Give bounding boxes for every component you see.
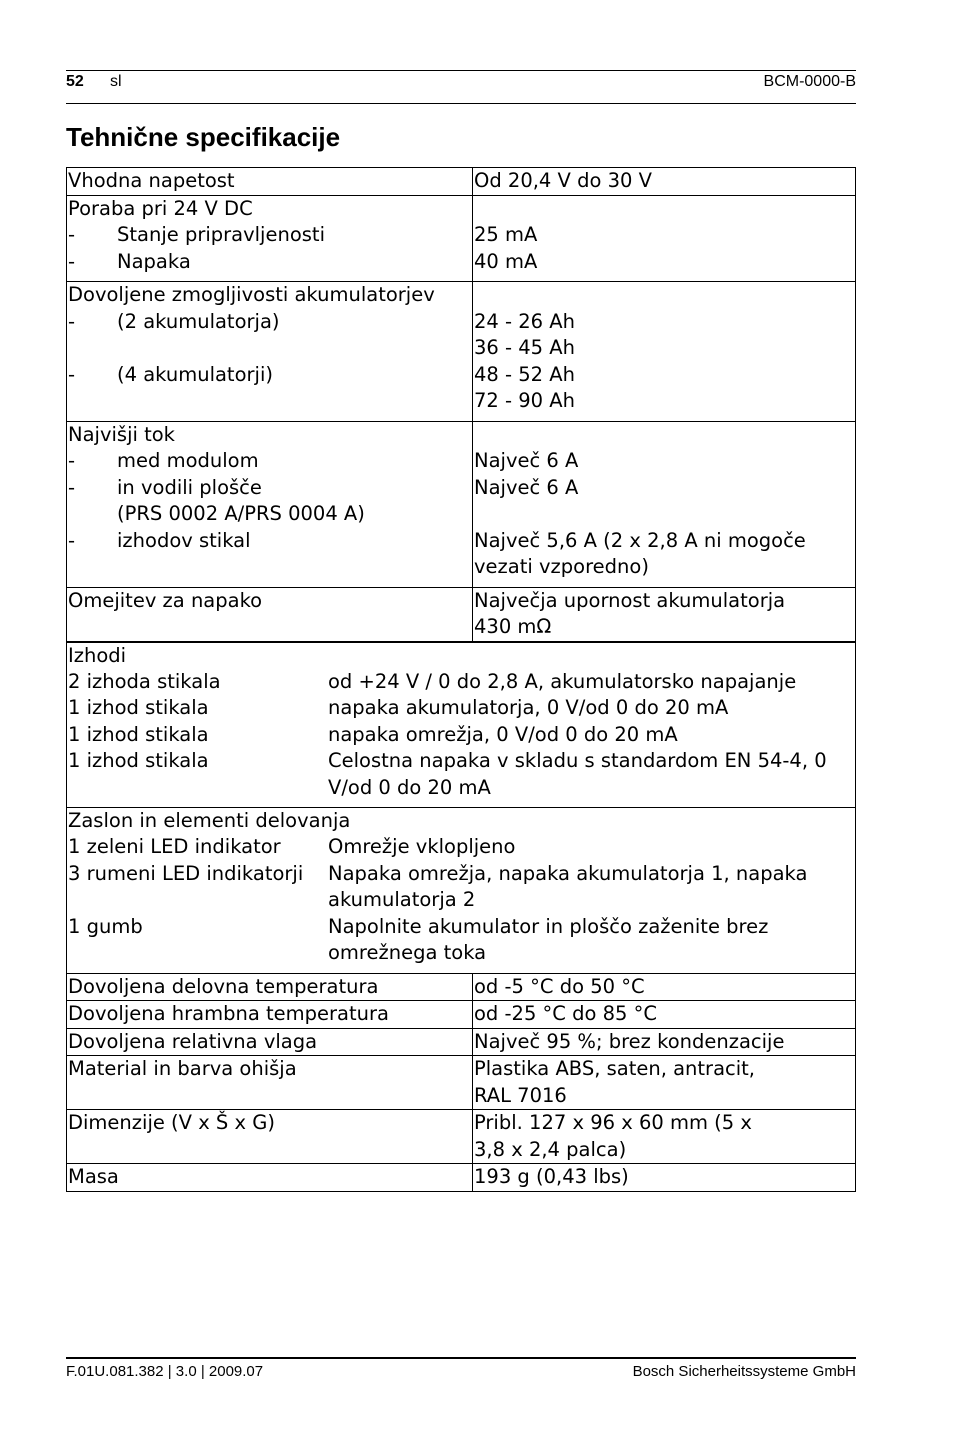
- item-value: 48 - 52 Ah: [474, 362, 575, 386]
- row-value: 193 g (0,43 lbs): [474, 1165, 629, 1188]
- item-value: 36 - 45 Ah: [474, 336, 575, 359]
- item-label: (PRS 0002 A/PRS 0004 A): [117, 502, 365, 525]
- item-label: 2 izhoda stikala: [68, 669, 221, 693]
- item-label: 3 rumeni LED indikatorji: [68, 861, 304, 885]
- page-footer: [66, 1357, 856, 1380]
- item-value: Napolnite akumulator in ploščo zaženite brez omrežnega toka: [328, 914, 769, 964]
- row-humidity: [66, 1029, 856, 1057]
- item-value: 72 - 90 Ah: [474, 389, 575, 412]
- row-consumption: [66, 196, 856, 283]
- item-label: 1 gumb: [68, 914, 143, 938]
- bullet-dash: -: [68, 362, 76, 386]
- row-label: Dovoljene zmogljivosti akumulatorjev: [68, 283, 435, 306]
- item-label: Napaka: [117, 249, 191, 273]
- item-value: od +24 V / 0 do 2,8 A, akumulatorsko napajanje: [328, 669, 797, 693]
- item-value: Omrežje vklopljeno: [328, 835, 516, 858]
- footer-company: Bosch Sicherheitssysteme GmbH: [632, 1363, 856, 1380]
- item-value: 24 - 26 Ah: [474, 309, 575, 333]
- row-input-voltage: [66, 168, 856, 196]
- row-mass: [66, 1164, 856, 1192]
- item-value: Največ 6 A: [474, 449, 579, 472]
- row-label: Masa: [68, 1165, 119, 1188]
- item-label: in vodili plošče: [117, 475, 262, 499]
- row-fault-limit: [66, 588, 856, 642]
- row-housing: [66, 1056, 856, 1110]
- row-label: Poraba pri 24 V DC: [68, 196, 253, 220]
- page-header: [66, 70, 856, 104]
- row-label: Dovoljena delovna temperatura: [68, 974, 379, 998]
- bullet-dash: -: [68, 528, 76, 552]
- page-title: Tehnične specifikacije: [66, 122, 341, 152]
- item-value: Največ 6 A: [474, 475, 579, 499]
- row-label: Omejitev za napako: [68, 588, 263, 612]
- item-label: izhodov stikal: [117, 528, 251, 552]
- item-label: (4 akumulatorji): [117, 362, 273, 386]
- item-label: 1 izhod stikala: [68, 749, 209, 772]
- item-value: Celostna napaka v skladu s standardom EN 54-4, 0 V/od 0 do 20 mA: [328, 749, 827, 799]
- item-value: 25 mA: [474, 223, 538, 246]
- row-storage-temp: [66, 1001, 856, 1029]
- bullet-dash: -: [68, 475, 76, 499]
- bullet-dash: -: [68, 223, 76, 246]
- row-value: Pribl. 127 x 96 x 60 mm (5 x 3,8 x 2,4 palca): [474, 1111, 752, 1161]
- row-value: od -25 °C do 85 °C: [474, 1002, 658, 1025]
- language-code: sl: [110, 73, 122, 90]
- bullet-dash: -: [68, 249, 76, 273]
- row-label: Najvišji tok: [68, 422, 175, 446]
- row-label: Dovoljena relativna vlaga: [68, 1029, 318, 1053]
- row-operating-temp: [66, 974, 856, 1002]
- item-label: 1 izhod stikala: [68, 722, 209, 746]
- item-value: Napaka omrežja, napaka akumulatorja 1, napaka akumulatorja 2: [328, 861, 808, 911]
- row-battery-capacity: [66, 282, 856, 422]
- item-value: 40 mA: [474, 249, 538, 273]
- item-value: Največ 5,6 A (2 x 2,8 A ni mogoče vezati vzporedno): [474, 528, 806, 578]
- row-label: Material in barva ohišja: [68, 1057, 297, 1080]
- row-label: Dovoljena hrambna temperatura: [68, 1002, 389, 1025]
- item-label: (2 akumulatorja): [117, 309, 280, 333]
- spec-table: [66, 167, 856, 1192]
- row-value: Največ 95 %; brez kondenzacije: [474, 1029, 785, 1053]
- row-max-current: [66, 422, 856, 588]
- item-label: 1 zeleni LED indikator: [68, 835, 281, 858]
- item-value: napaka akumulatorja, 0 V/od 0 do 20 mA: [328, 696, 729, 719]
- row-outputs: [66, 642, 856, 809]
- document-code: BCM-0000-B: [763, 73, 856, 90]
- row-value: Plastika ABS, saten, antracit, RAL 7016: [474, 1057, 756, 1107]
- bullet-dash: -: [68, 309, 76, 333]
- row-dimensions: [66, 1110, 856, 1164]
- bullet-dash: -: [68, 449, 76, 472]
- row-label: Izhodi: [68, 643, 127, 667]
- row-value: od -5 °C do 50 °C: [474, 974, 645, 998]
- item-value: napaka omrežja, 0 V/od 0 do 20 mA: [328, 722, 678, 746]
- item-label: med modulom: [117, 449, 259, 472]
- row-label: Vhodna napetost: [68, 169, 235, 192]
- row-value: Največja upornost akumulatorja 430 mΩ: [474, 588, 786, 638]
- row-label: Dimenzije (V x Š x G): [68, 1111, 275, 1134]
- page-number: 52: [66, 73, 84, 90]
- item-label: 1 izhod stikala: [68, 696, 209, 719]
- row-label: Zaslon in elementi delovanja: [68, 809, 351, 832]
- row-value: Od 20,4 V do 30 V: [474, 169, 652, 192]
- row-display: [66, 808, 856, 974]
- item-label: Stanje pripravljenosti: [117, 223, 325, 246]
- footer-doc-info: F.01U.081.382 | 3.0 | 2009.07: [66, 1363, 264, 1380]
